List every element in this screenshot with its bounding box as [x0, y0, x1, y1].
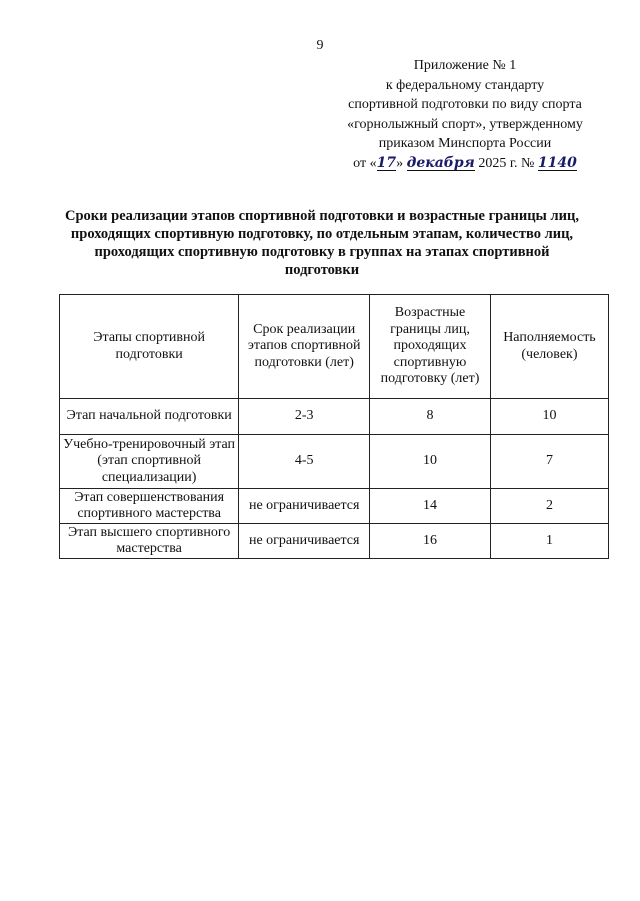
stages-table [59, 294, 609, 559]
annex-line: к федеральному стандарту [385, 77, 545, 93]
order-number: 1140 [537, 154, 577, 171]
cell-stage: Этап совершенствования спортивного мастерства [60, 489, 239, 524]
table-row [60, 524, 609, 559]
cell-age: 8 [370, 399, 491, 435]
cell-duration: 2-3 [239, 399, 370, 435]
annex-title: Приложение № 1 [413, 58, 517, 73]
header-age: Возрастные границы лиц, проходящих спортивную подготовку (лет) [370, 295, 491, 399]
cell-age: 16 [370, 524, 491, 559]
table-header-row [60, 295, 609, 399]
cell-stage: Этап высшего спортивного мастерства [60, 524, 239, 559]
date-mid: » [396, 155, 407, 171]
header-group-size: Наполняемость (человек) [490, 295, 608, 399]
document-title: Сроки реализации этапов спортивной подготовки и возрастные границы лиц, проходящих спортивную подготовку, по отдельным этапам, количество лиц, проходящих спортивную подготовку в группах на этапах спортивной подготовки [65, 208, 579, 278]
annex-line: «горнолыжный спорт», утвержденному [347, 116, 583, 132]
cell-duration: не ограничивается [239, 524, 370, 559]
cell-stage: Учебно-тренировочный этап (этап спортивной специализации) [60, 435, 239, 489]
header-duration: Срок реализации этапов спортивной подготовки (лет) [239, 295, 370, 399]
cell-group-size: 2 [490, 489, 608, 524]
annex-block [325, 56, 605, 173]
cell-age: 10 [370, 435, 491, 489]
cell-group-size: 10 [490, 399, 608, 435]
cell-stage: Этап начальной подготовки [60, 399, 239, 435]
cell-group-size: 7 [490, 435, 608, 489]
cell-age: 14 [370, 489, 491, 524]
date-year: 2025 г. № [474, 155, 538, 171]
table-row [60, 399, 609, 435]
header-stages: Этапы спортивной подготовки [60, 295, 239, 399]
annex-line: приказом Минспорта России [378, 136, 552, 151]
table-row [60, 435, 609, 489]
cell-duration: 4-5 [239, 435, 370, 489]
cell-group-size: 1 [490, 524, 608, 559]
annex-date-line [325, 154, 605, 174]
date-day: 17 [376, 154, 397, 171]
date-prefix: от « [353, 155, 377, 171]
annex-line: спортивной подготовки по виду спорта [348, 97, 582, 112]
table-row [60, 489, 609, 524]
page-number: 9 [316, 38, 324, 53]
date-month: декабря [406, 154, 475, 171]
cell-duration: не ограничивается [239, 489, 370, 524]
